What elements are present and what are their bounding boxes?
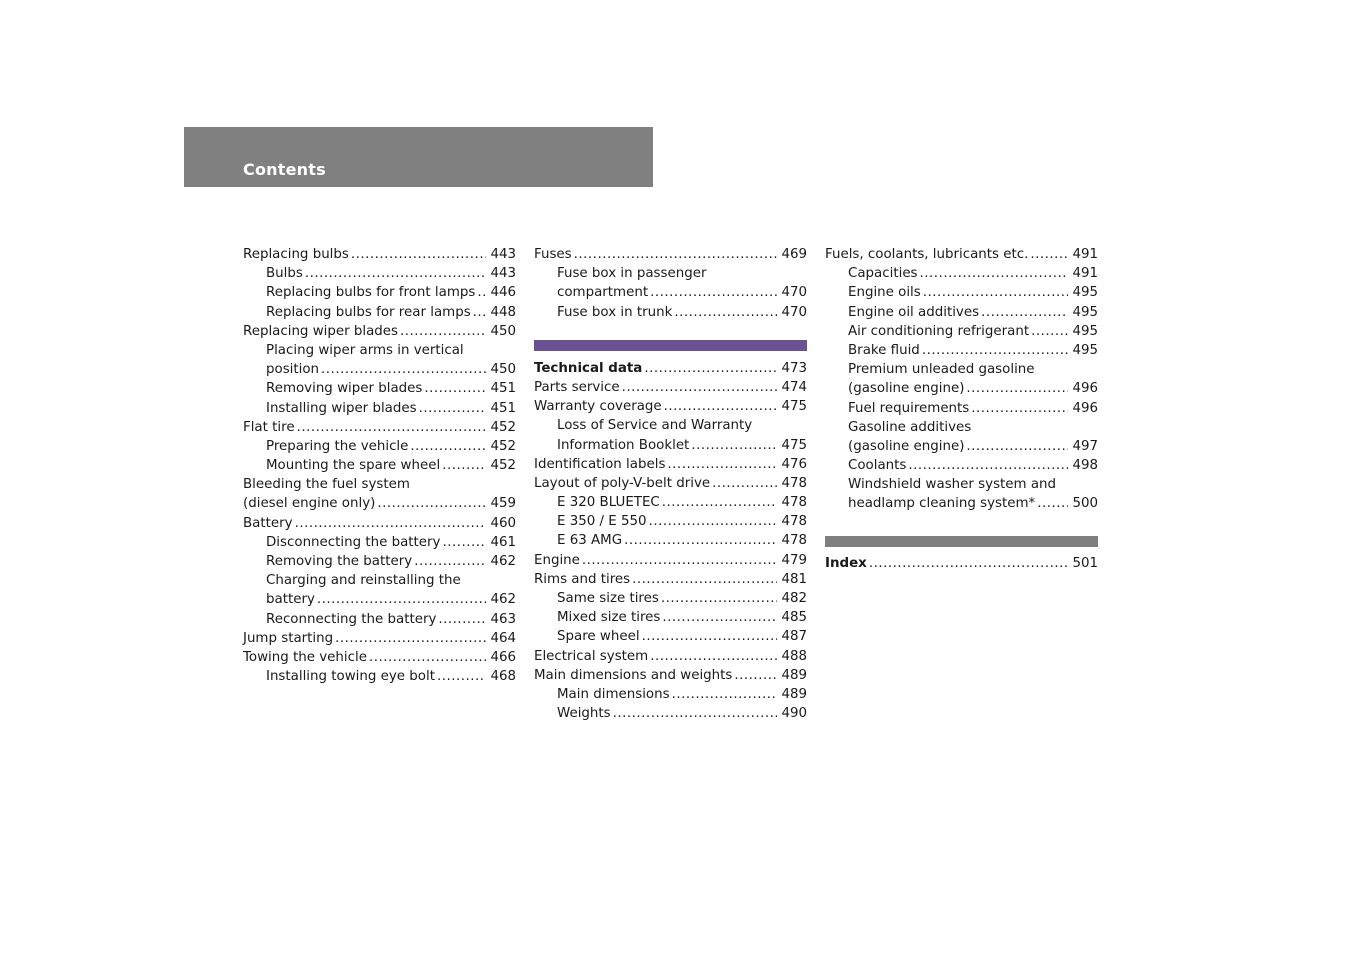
- leader-dots: [473, 303, 486, 322]
- toc-entry[interactable]: [243, 379, 516, 398]
- toc-entry-title: (diesel engine only): [243, 496, 376, 512]
- toc-entry-title: Removing the battery: [266, 554, 413, 569]
- toc-entry-page: 476: [781, 456, 807, 472]
- leader-dots: [869, 554, 1068, 573]
- toc-entry[interactable]: [243, 629, 516, 648]
- toc-entry-page: 490: [781, 706, 807, 722]
- leader-dots: [437, 667, 486, 686]
- toc-entry[interactable]: [243, 303, 516, 322]
- toc-entry[interactable]: [243, 245, 516, 264]
- leader-dots: [667, 455, 777, 474]
- toc-entry-page: 450: [490, 362, 516, 378]
- leader-dots: [662, 608, 777, 627]
- toc-entry-title: Placing wiper arms in vertical: [266, 342, 464, 358]
- toc-entry-page: 496: [1072, 381, 1098, 397]
- toc-entry-page: 463: [490, 611, 516, 627]
- toc-entry-page: 466: [490, 649, 516, 665]
- leader-dots: [582, 551, 777, 570]
- leader-dots: [321, 360, 486, 379]
- leader-dots: [622, 378, 777, 397]
- leader-dots: [734, 666, 777, 685]
- toc-entry-title: E 350 / E 550: [557, 514, 647, 530]
- toc-entry-title: Premium unleaded gasoline: [848, 362, 1035, 378]
- toc-entry-title: E 320 BLUETEC: [557, 495, 660, 511]
- toc-entry-page: 481: [781, 571, 807, 587]
- toc-entry[interactable]: [534, 359, 807, 378]
- leader-dots: [442, 533, 486, 552]
- toc-entry-page: 478: [781, 475, 807, 491]
- toc-entry-page: 448: [490, 304, 516, 320]
- toc-column-3: [825, 245, 1098, 573]
- toc-entry-title: Fuel requirements: [848, 400, 970, 416]
- leader-dots: [712, 474, 777, 493]
- leader-dots: [574, 245, 777, 264]
- toc-entry-title: Same size tires: [557, 591, 659, 606]
- toc-entry-title: Preparing the vehicle: [266, 438, 409, 454]
- toc-entry-title: position: [266, 362, 320, 378]
- toc-entry-title: Bleeding the fuel system: [243, 477, 410, 493]
- toc-entry-page: 498: [1072, 458, 1098, 474]
- toc-entry[interactable]: [534, 474, 807, 493]
- leader-dots: [351, 245, 486, 264]
- leader-dots: [632, 570, 777, 589]
- leader-dots: [966, 437, 1068, 456]
- leader-dots: [1031, 322, 1068, 341]
- leader-dots: [424, 379, 486, 398]
- toc-entry-title: Gasoline additives: [848, 419, 972, 435]
- toc-entry[interactable]: [534, 608, 807, 627]
- toc-entry-title: Weights: [557, 706, 611, 722]
- toc-entry[interactable]: [243, 437, 516, 456]
- toc-entry[interactable]: [243, 494, 516, 513]
- toc-entry-title: Towing the vehicle: [243, 649, 367, 665]
- toc-entry-page: 443: [490, 266, 516, 282]
- toc-entry[interactable]: [825, 399, 1098, 418]
- toc-entry[interactable]: [534, 512, 807, 531]
- leader-dots: [624, 531, 777, 550]
- toc-entry-title: Air conditioning refrigerant: [848, 323, 1030, 339]
- toc-entry[interactable]: [243, 571, 516, 590]
- leader-dots: [981, 303, 1068, 322]
- leader-dots: [410, 437, 486, 456]
- toc-entry-title: Fuses: [534, 247, 572, 262]
- toc-entry-title: Disconnecting the battery: [266, 534, 441, 550]
- leader-dots: [664, 397, 777, 416]
- toc-entry-page: 462: [490, 554, 516, 569]
- toc-entry[interactable]: [534, 283, 807, 302]
- toc-entry-title: Technical data: [534, 360, 643, 376]
- section-bar-index: [825, 536, 1098, 547]
- toc-entry[interactable]: [534, 647, 807, 666]
- leader-dots: [661, 589, 777, 608]
- toc-entry[interactable]: [534, 551, 807, 570]
- toc-entry-page: 488: [781, 648, 807, 664]
- toc-entry-title: (gasoline engine): [848, 438, 965, 454]
- toc-entry-page: 464: [490, 630, 516, 646]
- toc-entry-title: Replacing bulbs for rear lamps: [266, 304, 471, 320]
- leader-dots: [377, 494, 486, 513]
- toc-entry[interactable]: [243, 514, 516, 533]
- toc-entry-page: 500: [1072, 496, 1098, 512]
- toc-entry-page: 495: [1072, 323, 1098, 339]
- toc-entry-title: Flat tire: [243, 419, 295, 435]
- toc-entry-title: Replacing wiper blades: [243, 323, 399, 339]
- leader-dots: [642, 627, 777, 646]
- leader-dots: [477, 283, 486, 302]
- toc-entry-page: 475: [781, 399, 807, 415]
- leader-dots: [649, 512, 777, 531]
- toc-entry-title: Warranty coverage: [534, 399, 662, 415]
- toc-entry-page: 495: [1072, 304, 1098, 320]
- leader-dots: [297, 418, 486, 437]
- leader-dots: [1037, 494, 1068, 513]
- toc-entry-page: 482: [781, 591, 807, 606]
- toc-entry-page: 450: [490, 323, 516, 339]
- toc-entry-page: 451: [490, 400, 516, 416]
- leader-dots: [369, 648, 486, 667]
- toc-entry-page: 452: [490, 438, 516, 454]
- leader-dots: [335, 629, 486, 648]
- toc-entry-page: 485: [781, 610, 807, 626]
- toc-entry[interactable]: [243, 264, 516, 283]
- toc-entry-title: Identification labels: [534, 456, 666, 472]
- toc-group-technical-data: [534, 359, 807, 724]
- leader-dots: [971, 399, 1068, 418]
- toc-entry[interactable]: [243, 590, 516, 609]
- toc-entry-title: Installing wiper blades: [266, 400, 417, 416]
- toc-entry-title: Main dimensions and weights: [534, 667, 733, 683]
- toc-group-fuels: [825, 245, 1098, 514]
- leader-dots: [1030, 245, 1068, 264]
- toc-entry[interactable]: [243, 360, 516, 379]
- toc-entry[interactable]: [243, 418, 516, 437]
- toc-entry-title: E 63 AMG: [557, 533, 623, 549]
- toc-entry-page: 497: [1072, 438, 1098, 454]
- toc-entry-page: 496: [1072, 400, 1098, 416]
- toc-entry-page: 489: [781, 667, 807, 683]
- toc-entry-page: 461: [490, 534, 516, 550]
- toc-entry-title: Fuels, coolants, lubricants etc.: [825, 247, 1029, 262]
- toc-entry-title: Removing wiper blades: [266, 381, 423, 397]
- toc-entry[interactable]: [825, 283, 1098, 302]
- toc-entry-title: Spare wheel: [557, 629, 640, 645]
- toc-entry[interactable]: [825, 494, 1098, 513]
- toc-entry-title: Windshield washer system and: [848, 477, 1057, 493]
- toc-entry-title: Fuse box in trunk: [557, 304, 673, 320]
- toc-entry[interactable]: [534, 245, 807, 264]
- toc-entry-title: Rims and tires: [534, 571, 631, 587]
- toc-entry-title: Information Booklet: [557, 437, 690, 453]
- toc-entry-title: Charging and reinstalling the: [266, 573, 461, 589]
- toc-entry-page: 470: [781, 304, 807, 320]
- toc-entry-page: 446: [490, 285, 516, 301]
- toc-entry-title: (gasoline engine): [848, 381, 965, 397]
- toc-entry-title: Electrical system: [534, 648, 649, 664]
- toc-entry-title: Jump starting: [243, 630, 334, 646]
- toc-entry[interactable]: [243, 399, 516, 418]
- toc-entry-title: Bulbs: [266, 266, 303, 282]
- toc-column-2: [534, 245, 807, 723]
- toc-entry-page: 491: [1072, 266, 1098, 282]
- toc-entry-page: 470: [781, 285, 807, 301]
- toc-entry[interactable]: [243, 283, 516, 302]
- toc-entry[interactable]: [243, 533, 516, 552]
- toc-entry-page: 478: [781, 533, 807, 549]
- toc-entry[interactable]: [825, 379, 1098, 398]
- toc-entry-title: Index: [825, 555, 867, 571]
- toc-entry[interactable]: [825, 264, 1098, 283]
- toc-entry-title: Engine: [534, 552, 580, 568]
- toc-entry-title: compartment: [557, 285, 649, 301]
- toc-entry-page: 452: [490, 419, 516, 435]
- toc-entry-title: Loss of Service and Warranty: [557, 418, 753, 434]
- toc-entry-page: 459: [490, 496, 516, 512]
- toc-entry-title: Battery: [243, 515, 293, 531]
- toc-entry-page: 451: [490, 381, 516, 397]
- leader-dots: [650, 647, 777, 666]
- toc-entry[interactable]: [825, 360, 1098, 379]
- toc-entry-title: Brake fluid: [848, 342, 920, 358]
- toc-entry[interactable]: [534, 416, 807, 435]
- toc-entry-page: 478: [781, 514, 807, 530]
- toc-entry[interactable]: [534, 627, 807, 646]
- leader-dots: [966, 379, 1068, 398]
- section-bar-technical-data: [534, 340, 807, 351]
- toc-entry[interactable]: [534, 303, 807, 322]
- leader-dots: [908, 456, 1068, 475]
- toc-entry-page: 468: [490, 669, 516, 685]
- toc-entry-title: Parts service: [534, 379, 620, 395]
- toc-entry-page: 487: [781, 629, 807, 645]
- toc-entry-page: 495: [1072, 342, 1098, 358]
- leader-dots: [419, 399, 486, 418]
- toc-entry[interactable]: [243, 341, 516, 360]
- toc-entry[interactable]: [534, 685, 807, 704]
- leader-dots: [644, 359, 777, 378]
- toc-entry-title: Mounting the spare wheel: [266, 458, 441, 474]
- toc-entry[interactable]: [825, 437, 1098, 456]
- header-bar: [184, 127, 653, 187]
- toc-entry[interactable]: [534, 704, 807, 723]
- toc-entry-page: 469: [781, 247, 807, 262]
- page-title: Contents: [243, 160, 326, 179]
- toc-entry-page: 475: [781, 437, 807, 453]
- toc-entry[interactable]: [534, 264, 807, 283]
- toc-entry[interactable]: [243, 322, 516, 341]
- toc-entry-page: 478: [781, 495, 807, 511]
- toc-entry-page: 491: [1072, 247, 1098, 262]
- leader-dots: [650, 283, 777, 302]
- toc-entry-title: Coolants: [848, 458, 907, 474]
- leader-dots: [672, 685, 777, 704]
- toc-group-fuses: [534, 245, 807, 322]
- leader-dots: [920, 264, 1068, 283]
- toc-entry[interactable]: [243, 475, 516, 494]
- toc-entry[interactable]: [825, 456, 1098, 475]
- toc-entry[interactable]: [243, 610, 516, 629]
- toc-entry[interactable]: [534, 570, 807, 589]
- toc-entry-title: Capacities: [848, 266, 918, 282]
- toc-entry-page: 443: [490, 247, 516, 262]
- toc-entry-page: 462: [490, 592, 516, 608]
- leader-dots: [691, 436, 777, 455]
- toc-entry-title: Fuse box in passenger: [557, 266, 707, 282]
- toc-entry[interactable]: [825, 303, 1098, 322]
- toc-entry-page: 473: [781, 360, 807, 376]
- toc-column-1: [243, 245, 516, 686]
- toc-entry-title: Replacing bulbs: [243, 247, 349, 262]
- leader-dots: [922, 341, 1068, 360]
- toc-entry[interactable]: [534, 493, 807, 512]
- leader-dots: [442, 456, 486, 475]
- toc-entry[interactable]: [825, 418, 1098, 437]
- toc-entry[interactable]: [825, 475, 1098, 494]
- leader-dots: [414, 552, 486, 571]
- leader-dots: [438, 610, 486, 629]
- toc-entry-page: 489: [781, 686, 807, 702]
- toc-entry-page: 479: [781, 552, 807, 568]
- toc-entry-title: Installing towing eye bolt: [266, 669, 435, 685]
- toc-entry[interactable]: [534, 666, 807, 685]
- toc-entry[interactable]: [825, 554, 1098, 573]
- toc-entry[interactable]: [825, 245, 1098, 264]
- toc-entry-title: Engine oil additives: [848, 304, 980, 320]
- leader-dots: [662, 493, 777, 512]
- toc-entry-page: 501: [1072, 555, 1098, 571]
- leader-dots: [317, 590, 486, 609]
- toc-entry-title: Reconnecting the battery: [266, 611, 437, 627]
- leader-dots: [923, 283, 1068, 302]
- toc-entry[interactable]: [243, 456, 516, 475]
- leader-dots: [674, 303, 777, 322]
- toc-entry[interactable]: [243, 667, 516, 686]
- toc-entry-title: Engine oils: [848, 285, 921, 301]
- toc-entry[interactable]: [825, 341, 1098, 360]
- toc-entry[interactable]: [243, 648, 516, 667]
- toc-entry-title: Layout of poly-V-belt drive: [534, 475, 711, 491]
- toc-entry-title: Main dimensions: [557, 686, 670, 702]
- toc-entry[interactable]: [534, 378, 807, 397]
- toc-entry-page: 474: [781, 379, 807, 395]
- toc-entry[interactable]: [534, 455, 807, 474]
- toc-entry-title: battery: [266, 592, 315, 608]
- leader-dots: [400, 322, 486, 341]
- toc-entry-title: Mixed size tires: [557, 610, 661, 626]
- leader-dots: [295, 514, 486, 533]
- toc-entry-page: 460: [490, 515, 516, 531]
- toc-entry-title: headlamp cleaning system*: [848, 496, 1036, 512]
- toc-group-index: [825, 554, 1098, 573]
- toc-entry[interactable]: [243, 552, 516, 571]
- leader-dots: [305, 264, 486, 283]
- toc-entry[interactable]: [825, 322, 1098, 341]
- toc-entry[interactable]: [534, 531, 807, 550]
- toc-entry[interactable]: [534, 589, 807, 608]
- toc-entry-title: Replacing bulbs for front lamps: [266, 285, 476, 301]
- toc-entry[interactable]: [534, 436, 807, 455]
- toc-entry-page: 495: [1072, 285, 1098, 301]
- leader-dots: [613, 704, 777, 723]
- toc-entry[interactable]: [534, 397, 807, 416]
- toc-entry-page: 452: [490, 458, 516, 474]
